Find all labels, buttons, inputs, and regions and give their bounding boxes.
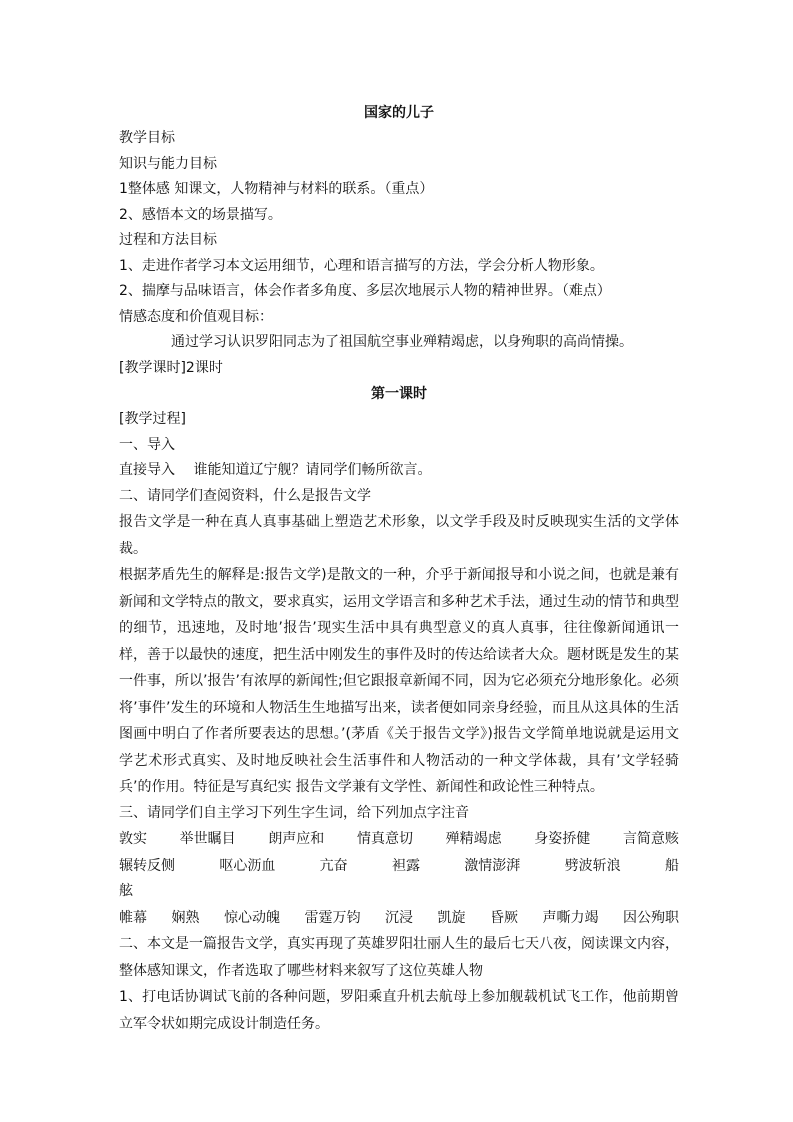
intro-text: 直接导入 谁能知道辽宁舰？请同学们畅所欲言。 bbox=[119, 462, 432, 478]
vocab-word: 船 bbox=[664, 857, 679, 874]
process-item-1: 1、走进作者学习本文运用细节，心理和语言描写的方法，学会分析人物形象。 bbox=[119, 257, 604, 274]
vocab-word: 袒露 bbox=[391, 857, 420, 874]
vocab-word: 惊心动魄 bbox=[224, 909, 280, 926]
document-title: 国家的儿子 bbox=[364, 105, 434, 121]
vocab-word: 因公殉职 bbox=[623, 909, 679, 926]
class-hours: [教学课时]2课时 bbox=[119, 359, 223, 376]
vocab-row-3 bbox=[119, 905, 679, 932]
knowledge-item-2: 2、感悟本文的场景描写。 bbox=[119, 206, 282, 223]
vocab-row-2 bbox=[119, 853, 679, 880]
report-heading: 二、请同学们查阅资料，什么是报告文学 bbox=[119, 487, 371, 504]
process-label: [教学过程] bbox=[119, 411, 186, 427]
material-item-1: 1、打电话协调试飞前的各种问题，罗阳乘直升机去航母上参加舰载机试飞工作，他前期曾立军令状如期完成设计制造任务。 bbox=[119, 989, 679, 1032]
vocab-word: 呕心沥血 bbox=[219, 857, 276, 874]
vocab-word: 举世瞩目 bbox=[179, 831, 236, 847]
vocab-word: 娴熟 bbox=[171, 909, 200, 926]
process-item-2: 2、揣摩与品味语言，体会作者多角度、多层次地展示人物的精神世界。（难点） bbox=[119, 283, 611, 299]
material-heading: 二、本文是一篇报告文学，真实再现了英雄罗阳壮丽人生的最后七天八夜，阅读课文内容，整体感知课文，作者选取了哪些材料来叙写了这位英雄人物 bbox=[119, 936, 679, 979]
lesson-title: 第一课时 bbox=[371, 386, 427, 402]
vocab-word: 辗转反侧 bbox=[119, 857, 175, 874]
knowledge-heading: 知识与能力目标 bbox=[119, 155, 217, 172]
vocab-word: 身姿挢健 bbox=[534, 831, 591, 847]
attitude-text: 通过学习认识罗阳同志为了祖国航空事业殚精竭虑，以身殉职的高尚情操。 bbox=[171, 334, 633, 350]
objectives-heading: 教学目标 bbox=[119, 130, 175, 146]
vocab-word: 言简意赅 bbox=[622, 831, 679, 847]
vocab-word: 昏厥 bbox=[490, 909, 518, 926]
vocab-word: 声嘶力竭 bbox=[542, 909, 599, 926]
report-definition: 报告文学是一种在真人真事基础上塑造艺术形象，以文学手段及时反映现实生活的文学体裁。 bbox=[119, 514, 679, 557]
vocab-row-2-continued: 舷 bbox=[119, 883, 133, 899]
vocab-word: 劈波斩浪 bbox=[564, 857, 621, 874]
document-body bbox=[119, 100, 679, 1037]
process-heading: 过程和方法目标 bbox=[119, 232, 217, 248]
vocab-row-1 bbox=[119, 826, 679, 853]
vocab-word: 情真意切 bbox=[356, 831, 413, 847]
vocab-word: 亢奋 bbox=[319, 857, 348, 874]
intro-heading: 一、导入 bbox=[119, 436, 175, 453]
vocab-word: 帷幕 bbox=[119, 909, 147, 926]
vocab-word: 沉浸 bbox=[385, 909, 413, 926]
vocab-word: 敦实 bbox=[119, 831, 147, 847]
vocab-word: 激情澎湃 bbox=[464, 857, 521, 874]
vocab-word: 雷霆万钧 bbox=[304, 909, 361, 926]
knowledge-item-1: 1整体感 知课文，人物精神与材料的联系。（重点） bbox=[119, 181, 434, 197]
attitude-heading: 情感态度和价值观目标： bbox=[119, 308, 273, 325]
vocab-word: 殚精竭虑 bbox=[445, 831, 502, 847]
vocab-heading: 三、请同学们自主学习下列生字生词，给下列加点字注音 bbox=[119, 804, 469, 821]
report-explanation: 根据茅盾先生的解释是:报告文学)是散文的一种，介乎于新闻报导和小说之间，也就是兼有新闻和文学特点的散文，要求真实，运用文学语言和多种艺术手法，通过生动的情节和典型的细节，迅速地，及时地’报告’现实生活中具有典型意义的真人真事，往往像新闻通讯一样，善于以最快的速度，把生活中刚发生的事件及时的传达给读者大众。题材既是发生的某一件事，所以’报告’有浓厚的新闻性;但它跟报章新闻不同，因为它必须充分地形象化。必须将’事件’发生的环境和人物活生生地描写出来，读者便如同亲身经验，而且从这具体的生活图画中明白了作者所要表达的思想。’(茅盾《关于报告文学》)报告文学简单地说就是运用文学艺术形式真实、及时地反映社会生活事件和人物活动的一种文学体裁，具有’文学轻骑兵’的作用。特征是写真纪实 报告文学兼有文学性、新闻性和政论性三种特点。 bbox=[119, 567, 679, 795]
vocab-word: 凯旋 bbox=[437, 909, 466, 926]
vocab-word: 朗声应和 bbox=[268, 831, 325, 847]
